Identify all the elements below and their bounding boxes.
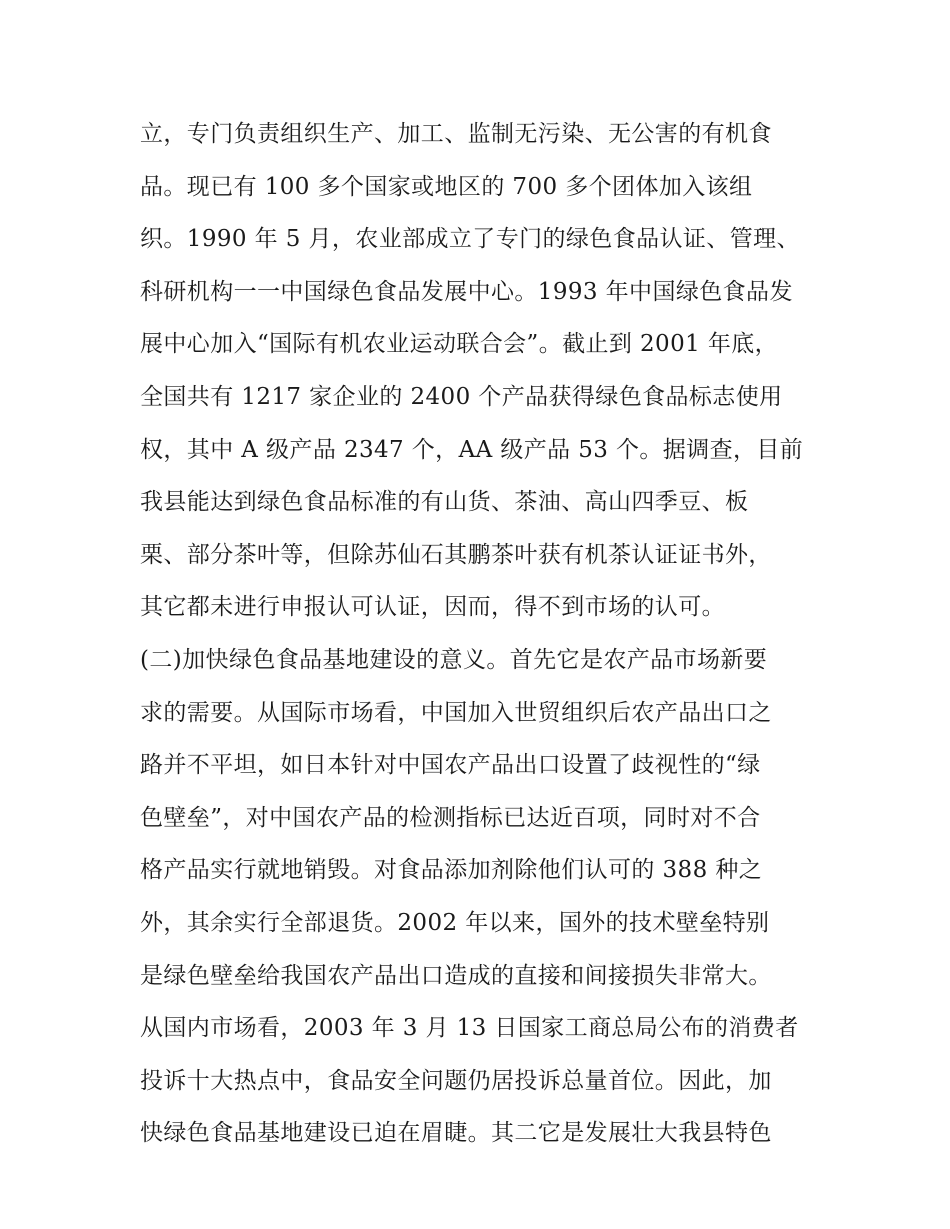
body-text (140, 108, 820, 1160)
text-line: 快绿色食品基地建设已迫在眉睫。其二它是发展壮大我县特色 (140, 1120, 772, 1147)
text-line: 其它都未进行申报认可认证，因而，得不到市场的认可。 (140, 594, 725, 621)
text-line: 品。现已有 100 多个国家或地区的 700 多个团体加入该组 (140, 173, 753, 200)
text-line: 路并不平坦，如日本针对中国农产品出口设置了歧视性的“绿 (140, 752, 761, 779)
text-line: 求的需要。从国际市场看，中国加入世贸组织后农产品出口之 (140, 699, 772, 726)
text-line: 外，其余实行全部退货。2002 年以来，国外的技术壁垒特别 (140, 909, 770, 936)
text-line: 科研机构一一中国绿色食品发展中心。1993 年中国绿色食品发 (140, 278, 793, 305)
text-line: 色壁垒”，对中国农产品的检测指标已达近百项，同时对不合 (140, 804, 761, 831)
text-line: 展中心加入“国际有机农业运动联合会”。截止到 2001 年底， (140, 331, 779, 358)
text-line: 是绿色壁垒给我国农产品出口造成的直接和间接损失非常大。 (140, 962, 772, 989)
text-line: 投诉十大热点中，食品安全问题仍居投诉总量首位。因此，加 (140, 1067, 772, 1094)
text-line: 立，专门负责组织生产、加工、监制无污染、无公害的有机食 (140, 121, 772, 147)
text-line: 我县能达到绿色食品标准的有山货、茶油、高山四季豆、板 (140, 489, 749, 516)
text-line: 格产品实行就地销毁。对食品添加剂除他们认可的 388 种之 (140, 857, 763, 884)
text-line: 栗、部分茶叶等，但除苏仙石其鹏茶叶获有机茶认证证书外， (140, 541, 772, 568)
section-heading-line: (二)加快绿色食品基地建设的意义。首先它是农产品市场新要 (140, 646, 768, 673)
text-line: 全国共有 1217 家企业的 2400 个产品获得绿色食品标志使用 (140, 383, 783, 410)
text-line: 织。1990 年 5 月，农业部成立了专门的绿色食品认证、管理、 (140, 226, 800, 253)
text-line: 权，其中 A 级产品 2347 个，AA 级产品 53 个。据调查，目前 (140, 436, 804, 463)
text-line: 从国内市场看，2003 年 3 月 13 日国家工商总局公布的消费者 (140, 1015, 799, 1042)
